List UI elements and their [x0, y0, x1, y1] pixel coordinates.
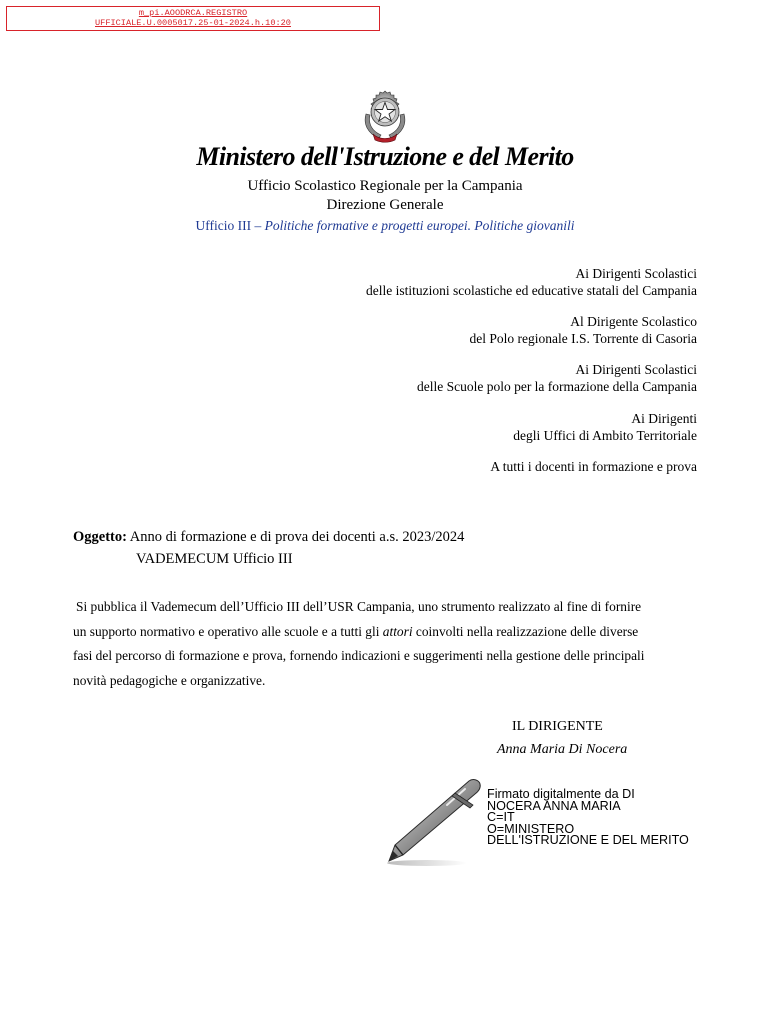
- body-line2-b: coinvolti nella realizzazione delle diverse: [415, 623, 639, 639]
- recipient-block: [490, 459, 697, 476]
- digital-signature-line: C=IT: [487, 810, 515, 824]
- subject-block: [73, 526, 464, 570]
- ufficio-description: Politiche formative e progetti europei. Politiche giovanili: [264, 218, 575, 233]
- recipient-block: [366, 266, 697, 299]
- digital-signature-line: O=MINISTERO: [487, 821, 575, 836]
- digital-signature-text: [487, 789, 689, 847]
- recipient-block: [469, 314, 697, 347]
- recipient-block: [513, 411, 697, 444]
- body-line: novità pedagogiche e organizzative.: [73, 672, 266, 688]
- subject-line1: Anno di formazione e di prova dei docenti a.s. 2023/2024: [129, 529, 465, 545]
- recipient-line: delle Scuole polo per la formazione della Campania: [416, 378, 697, 394]
- recipient-block: [417, 362, 697, 395]
- body-line2-italic: attori: [382, 623, 413, 639]
- digital-signature-line: NOCERA ANNA MARIA: [487, 798, 621, 813]
- body-line: Si pubblica il Vademecum dell’Ufficio III dell’USR Campania, uno strumento realizzato al fine di fornire: [76, 599, 642, 614]
- protocol-stamp-line2: UFFICIALE.U.0005017.25-01-2024.h.10:20: [95, 17, 291, 28]
- body-line: fasi del percorso di formazione e prova, fornendo indicazioni e suggerimenti nella gestione delle principali: [73, 648, 645, 663]
- recipient-line: Ai Dirigenti Scolastici: [575, 362, 697, 377]
- subject-label: Oggetto:: [73, 529, 127, 545]
- general-direction: Direzione Generale: [326, 197, 444, 213]
- recipient-line: A tutti i docenti in formazione e prova: [490, 459, 697, 474]
- ministry-title: Ministero dell'Istruzione e del Merito: [196, 142, 574, 171]
- italian-republic-emblem-icon: [357, 88, 413, 144]
- protocol-stamp: [6, 6, 380, 31]
- digital-signature-line: DELL'ISTRUZIONE E DEL MERITO: [487, 833, 689, 847]
- recipient-line: degli Uffici di Ambito Territoriale: [513, 427, 697, 443]
- regional-office: Ufficio Scolastico Regionale per la Campania: [247, 178, 523, 194]
- body-line: [73, 620, 697, 645]
- recipient-line: del Polo regionale I.S. Torrente di Casoria: [469, 330, 697, 346]
- ufficio-line: [0, 218, 770, 234]
- signatory-title: IL DIRIGENTE: [512, 719, 603, 734]
- recipient-line: Ai Dirigenti Scolastici: [575, 266, 697, 281]
- digital-signature-pen-icon: [385, 775, 485, 867]
- recipient-line: Al Dirigente Scolastico: [570, 314, 697, 329]
- body-line2-a: un supporto normativo e operativo alle scuole e a tutti gli: [73, 623, 380, 639]
- protocol-stamp-line1: m_pi.AOODRCA.REGISTRO: [138, 8, 248, 18]
- signatory-name: Anna Maria Di Nocera: [497, 742, 628, 757]
- ufficio-label: Ufficio III –: [195, 218, 262, 233]
- recipient-line: delle istituzioni scolastiche ed educative statali del Campania: [365, 282, 697, 298]
- subject-line2: VADEMECUM Ufficio III: [136, 551, 293, 567]
- digital-signature-line: Firmato digitalmente da DI: [487, 787, 635, 801]
- recipient-line: Ai Dirigenti: [631, 411, 697, 426]
- body-text: [73, 595, 697, 693]
